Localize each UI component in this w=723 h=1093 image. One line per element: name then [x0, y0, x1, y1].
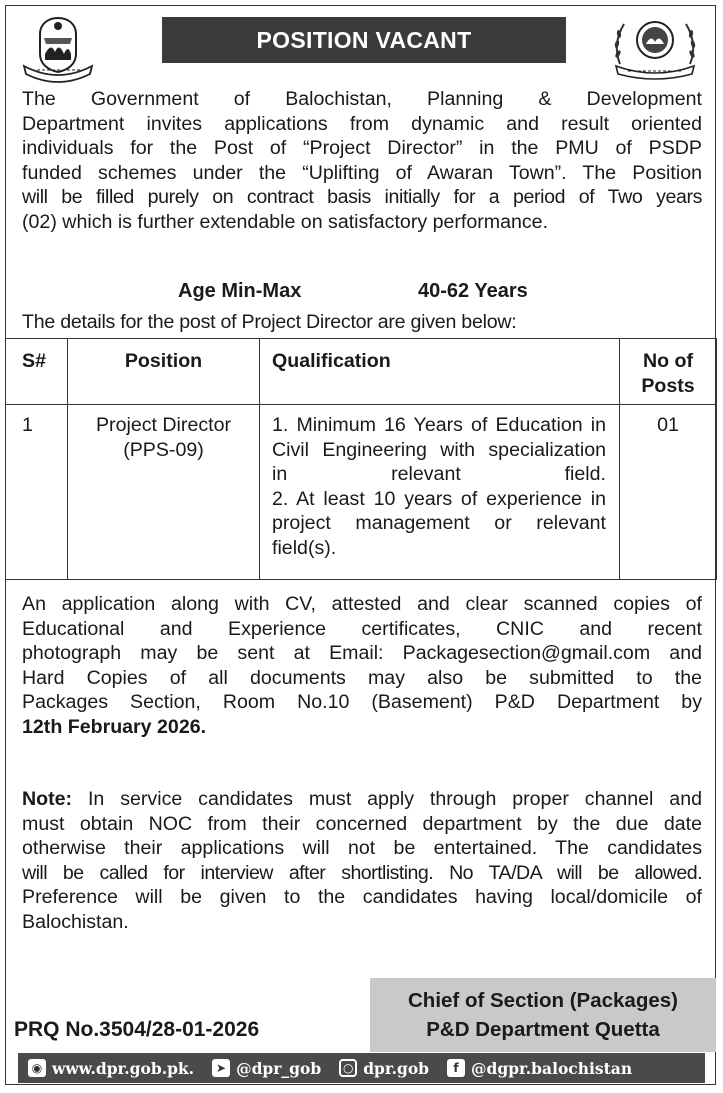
application-line: photograph may be sent at Email: Packagesection@gmail.com and — [22, 642, 702, 664]
signature-designation: Chief of Section (Packages) — [408, 989, 678, 1012]
position-name: Project Director — [95, 414, 231, 436]
qualification-line: 2. At least 10 years of experience in — [272, 487, 606, 510]
intro-line: funded schemes under the “Uplifting of Awaran Town”. The Position — [22, 161, 702, 184]
note-line: Preference will be given to the candidates having local/domicile of — [22, 886, 702, 908]
application-line: An application along with CV, attested and clear scanned copies of — [22, 593, 702, 615]
table-header-row — [6, 339, 717, 405]
application-paragraph — [22, 592, 702, 739]
qualification-line: Civil Engineering with specialization — [272, 438, 606, 461]
header-serial: S# — [6, 339, 68, 405]
application-line: Hard Copies of all documents may also be submitted to the — [22, 666, 702, 689]
age-value: 40-62 Years — [418, 280, 528, 302]
signature-block — [370, 978, 716, 1052]
cell-serial: 1 — [6, 405, 68, 580]
page-title: POSITION VACANT — [162, 17, 566, 63]
website-text: www.dpr.gob.pk. — [52, 1058, 195, 1078]
balochistan-emblem-icon — [18, 14, 98, 84]
note-line: otherwise their applications will not be entertained. The candidates — [22, 837, 702, 859]
footer-bar — [18, 1053, 705, 1083]
twitter-icon: ➤ — [212, 1059, 230, 1077]
application-line: Packages Section, Room No.10 (Basement) P&D Department by — [22, 691, 702, 713]
header-posts-line: No of — [642, 350, 694, 372]
note-paragraph — [22, 787, 702, 934]
facebook-text: @dgpr.balochistan — [471, 1058, 633, 1078]
cell-posts: 01 — [620, 405, 717, 580]
qualification-line: 1. Minimum 16 Years of Education in — [272, 414, 606, 436]
intro-line: will be filled purely on contract basis initially for a period of Two years — [22, 186, 702, 208]
facebook-icon: f — [447, 1059, 465, 1077]
note-line: Balochistan. — [22, 910, 129, 933]
header-qualification: Qualification — [260, 339, 620, 405]
header-posts-line: Posts — [641, 374, 695, 397]
intro-line: individuals for the Post of “Project Director” in the PMU of PSDP — [22, 137, 702, 159]
details-line: The details for the post of Project Director are given below: — [22, 311, 517, 333]
age-label: Age Min-Max — [178, 280, 302, 302]
note-line: In service candidates must apply through proper channel and — [72, 788, 702, 810]
note-line: must obtain NOC from their concerned department by the due date — [22, 812, 702, 835]
dgpr-emblem-icon — [606, 14, 704, 80]
qualification-line: in relevant field. — [272, 463, 606, 485]
qualification-line: project management or relevant — [272, 512, 606, 534]
footer-website[interactable] — [28, 1059, 194, 1078]
globe-icon: ◉ — [28, 1059, 46, 1077]
intro-line: (02) which is further extendable on satisfactory performance. — [22, 210, 549, 233]
position-table — [5, 338, 717, 580]
footer-instagram[interactable] — [339, 1059, 429, 1078]
deadline-date: 12th February 2026. — [22, 715, 207, 738]
note-label: Note: — [22, 788, 73, 810]
footer-twitter[interactable] — [212, 1059, 321, 1078]
intro-paragraph — [22, 87, 702, 234]
instagram-icon: ○ — [339, 1059, 357, 1077]
header-posts — [620, 339, 717, 405]
cell-position — [68, 405, 260, 580]
twitter-text: @dpr_gob — [236, 1058, 322, 1078]
header-position: Position — [68, 339, 260, 405]
intro-line: The Government of Balochistan, Planning & Development — [22, 88, 702, 110]
application-line: Educational and Experience certificates, CNIC and recent — [22, 617, 702, 640]
intro-line: Department invites applications from dynamic and result oriented — [22, 112, 702, 135]
instagram-text: dpr.gob — [363, 1058, 430, 1078]
note-line: will be called for interview after shortlisting. No TA/DA will be allowed. — [22, 861, 702, 884]
footer-facebook[interactable] — [447, 1059, 632, 1078]
position-scale: (PPS-09) — [123, 438, 204, 461]
prq-number: PRQ No.3504/28-01-2026 — [14, 1018, 260, 1041]
table-row — [6, 405, 717, 580]
qualification-line: field(s). — [272, 536, 337, 559]
signature-department: P&D Department Quetta — [426, 1018, 660, 1041]
cell-qualification — [260, 405, 620, 580]
